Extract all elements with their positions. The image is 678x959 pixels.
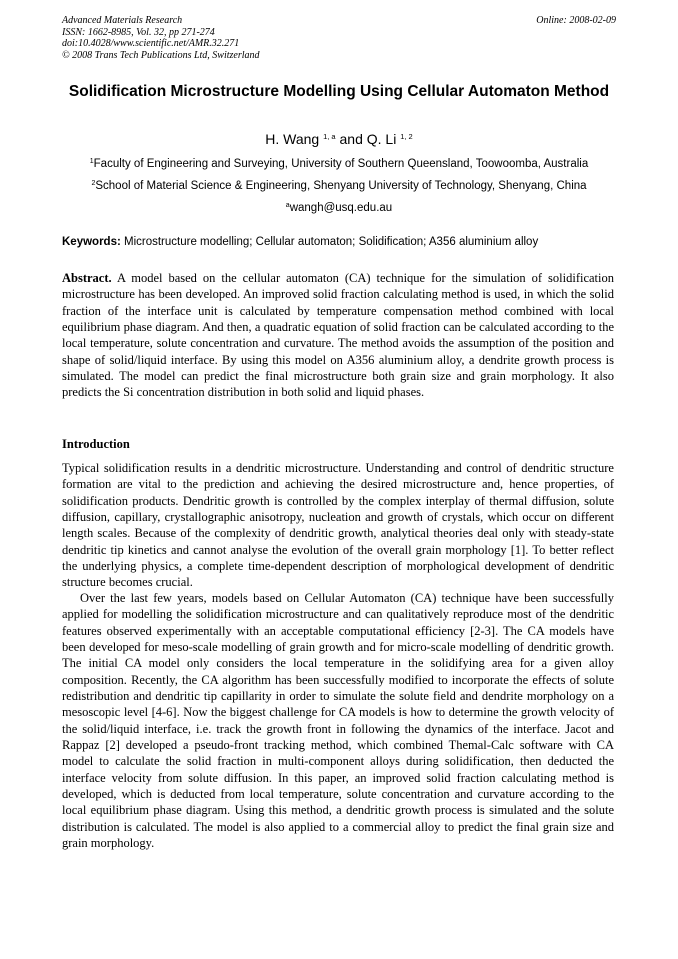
affiliation-2-mark: 2 [91, 180, 96, 187]
introduction-heading: Introduction [62, 437, 130, 451]
paper-title: Solidification Microstructure Modelling Using Cellular Automaton Method [68, 83, 610, 100]
affiliation-1-text: Faculty of Engineering and Surveying, University of Southern Queensland, Toowoomba, Australia [93, 158, 589, 170]
introduction-paragraph-1: Typical solidification results in a dendritic microstructure. Understanding and control of dendritic structure formation are vital to the prediction and achieving the desired microstructure and, hence properties, of solidification products. Dendritic growth is controlled by the complex interplay of thermal diffusion, solute diffusion, capillary, crystallographic anisotropy, nucleation and growth of crystals, which occur on different length scales. Because of the complexity of dendritic growth, analytical theories deal only with steady-state dendritic tip kinetics and cannot analyse the evolution of the overall grain morphology [1]. To better reflect the underlying physics, a complete time-dependent description of morphological development of dendritic structure becomes crucial. [62, 461, 614, 590]
copyright-line: © 2008 Trans Tech Publications Ltd, Switzerland [62, 49, 260, 61]
email [62, 202, 616, 214]
doi-line: doi:10.4028/www.scientific.net/AMR.32.271 [62, 38, 240, 49]
email-text: wangh@usq.edu.au [289, 202, 393, 214]
affiliation-1-mark: 1 [89, 158, 94, 165]
affiliation-1 [62, 158, 616, 170]
online-date: Online: 2008-02-09 [536, 15, 616, 26]
author-1-affiliation: 1, a [323, 132, 336, 141]
email-mark: a [285, 202, 290, 209]
journal-info [62, 15, 260, 61]
abstract-label: Abstract. [62, 271, 112, 285]
keywords-text: Microstructure modelling; Cellular automaton; Solidification; A356 aluminium alloy [124, 236, 539, 248]
affiliation-2 [62, 180, 616, 192]
keywords-label: Keywords: [62, 236, 121, 248]
affiliation-2-text: School of Material Science & Engineering, Shenyang University of Technology, Shenyang, China [95, 180, 587, 192]
author-conjunction: and [339, 131, 363, 147]
abstract [62, 270, 614, 401]
issn-line: ISSN: 1662-8985, Vol. 32, pp 271-274 [62, 26, 215, 38]
introduction-paragraph-2: Over the last few years, models based on Cellular Automaton (CA) technique have been successfully applied for modelling the solidification microstructure and can qualitatively reproduce most of the dendritic features observed experimentally with an acceptable computational efficiency [2-3]. The CA models have been developed for meso-scale modelling of grain growth and for micro-scale modelling of dendritic growth. The initial CA model only considers the local temperature in the solidifying area for a given alloy composition. Recently, the CA algorithm has been successfully modified to incorporate the effects of solute redistribution and dendritic tip capillarity in order to simulate the solute field and dendrite morphology on a mesoscopic level [4-6]. Now the biggest challenge for CA models is how to determine the growth velocity of the solid/liquid interface, i.e. track the growth front in following the dynamics of the interface. Jacot and Rappaz [2] developed a pseudo-front tracking method, which combined Themal-Calc software with CA model to calculate the solid fraction in multi-component alloys during solidification, then deducted the interface velocity from solute diffusion. In this paper, an improved solid fraction calculating method is developed, which is deducted from local temperature, solute concentration and curvature according to the local equilibrium phase diagram. Using this method, a dendritic growth process is simulated and the solute distribution is calculated. The model is also applied to a commercial alloy to predict the final grain size and grain morphology. [62, 591, 614, 851]
author-2: Q. Li [366, 131, 397, 147]
author-2-affiliation: 1, 2 [400, 132, 413, 141]
abstract-text: A model based on the cellular automaton (CA) technique for the simulation of solidification microstructure has been developed. An improved solid fraction calculating method is used, in which the solid fraction of the interface unit is calculated by temperature compensation method combined with local equilibrium phase diagram. And then, a quadratic equation of solid fraction can be calculated according to the local temperature, solute concentration and curvature. The method avoids the assumption of the position and shape of solid/liquid interface. By using this model on A356 aluminium alloy, a dendrite growth process is simulated. The model can predict the final microstructure both grain size and grain morphology. It also predicts the Si concentration distribution in both solid and liquid phases. [62, 271, 614, 400]
author-1: H. Wang [265, 131, 320, 147]
author-line [62, 131, 616, 147]
keywords [62, 236, 622, 248]
journal-name: Advanced Materials Research [62, 15, 183, 26]
